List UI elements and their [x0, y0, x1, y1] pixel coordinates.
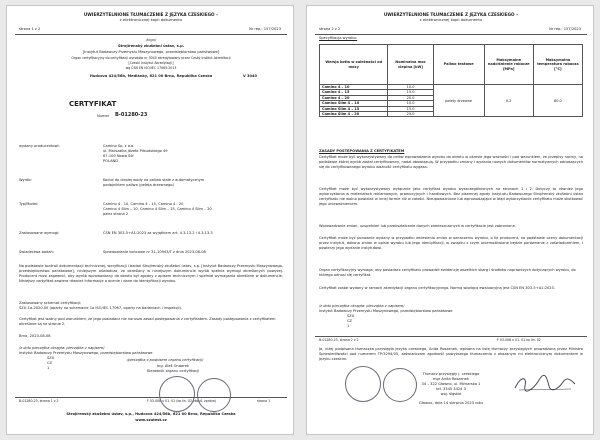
table-header-row	[320, 45, 583, 85]
accreditation-standard: wg ČSN EN ISO/IEC 17065:2013	[125, 66, 177, 70]
column-header: Maksymalne nadciśnienie robocze [MPa]	[484, 45, 533, 85]
column-header: Wersja kotła w zależności od mocy	[320, 45, 388, 85]
seal-number: 1	[47, 366, 50, 370]
translator-stamp-line-5: woj. śląskie	[440, 392, 462, 396]
signatory-name: Ing. Aleš Ondarek	[157, 364, 189, 368]
field-label: Świadectwa badań:	[19, 250, 55, 254]
field-label: Zastosowane wymogi:	[19, 231, 60, 235]
divider	[15, 34, 287, 35]
column-header: Maksymalna temperatura robocza [°C]	[533, 45, 582, 85]
field-value: Sprawozdanie końcowe nr 31-10943/T z dnia 2023-08-08	[103, 250, 206, 254]
field-label: wydany producentowi:	[19, 144, 60, 148]
table-cell-version: Camino Slim 4 – 15	[320, 106, 388, 111]
rules-paragraph-6: Certyfikat został wydany w ramach akredytacji organu certyfikacyjnego. Normą wiodącą ewaluacyjną jest ČSN EN 303-5+A1:2023.	[319, 286, 555, 290]
accreditation-code: V 3040	[243, 74, 258, 78]
rules-paragraph-5: Organ certyfikacyjny wymaga, aby posiadacz certyfikatu prowadził ewidencję wszelkich skarg i środków naprawczych dotyczących wyrobu, do którego odnosi się certyfikat.	[319, 268, 576, 277]
institute-name: Strojírenský zkušební ústav, s.p.	[117, 44, 185, 48]
field-value: patrz strona 2	[103, 212, 129, 216]
issue-date: Brno, 2023-08-08	[19, 334, 51, 338]
divider	[315, 34, 587, 35]
page-number: strona 1 z 2	[19, 27, 41, 31]
translator-stamp-line-4: tel. 3345 3424 3	[436, 387, 466, 391]
field-value: Camino 4 - 10, Camino 4 - 15, Camino 4 - 20	[103, 202, 184, 206]
accreditation-line: Organ certyfikacyjny do certyfikacji wyrobów nr 3040 akredytowany przez Český institut Akreditacji	[71, 56, 231, 60]
translation-date: Głowno, dnia 14 sierpnia 2023 roku	[419, 401, 483, 405]
footer-website: www.szutest.cz	[135, 418, 167, 422]
scheme-label: Zastosowany schemat certyfikacji:	[19, 301, 82, 305]
footer-divider	[315, 336, 587, 337]
institute-translation: [Instytut Badawczy Przemysłu Maszynowego, przedsiębiorstwo państwowe]	[82, 50, 220, 54]
seal-note: /z dołu pieczątka okrągła: pieczątka z napisem/	[19, 346, 105, 350]
table-cell-version: Camino Slim 4 – 10	[320, 101, 388, 106]
seal-country: CZ	[347, 319, 352, 323]
table-cell-version: Camino 4 – 20	[320, 95, 388, 100]
header-subtitle: z elektronicznej kopii dokumentu	[119, 17, 183, 22]
table-cell-power: 15.0	[388, 90, 433, 95]
table-cell-version: Camino 4 – 10	[320, 85, 388, 90]
column-header: Nominalna moc cieplna [kW]	[388, 45, 433, 85]
institute-address: Hudcova 424/56b, Medlánky, 621 00 Brno, Republika Czeska	[89, 74, 213, 78]
certificate-number-label: Numer	[97, 114, 110, 118]
table-cell-temperature: 80.0	[533, 85, 582, 117]
seal-code: SZÚ	[47, 356, 55, 360]
footer-form-code: F 03-008 v 01. 01 (ko lin. 02 zkouš. zpráva)	[147, 399, 217, 403]
rules-paragraph-3: Wprowadzanie zmian, uzupełnień lub przekształcanie danych zamieszczonych w certyfikacie jest zabronione.	[319, 224, 516, 228]
scheme-value: SZÚ-1a-2020.00 (oparty na schemacie 1a ISO/IEC 17067, oparty na badaniach i inspekcji).	[19, 306, 183, 310]
specification-rows	[320, 85, 583, 117]
repertory-number: Nr rep.: 157/2023	[249, 27, 281, 31]
footer-document-id: B-01280-23, strona 1 z 2	[19, 399, 59, 403]
rules-paragraph-4: Certyfikat może być ponownie wydany w przypadku wniesienia zmian w oznaczeniu wyrobu, o ile producent, na podstawie oceny dokumentacji przez instytut, dokona zmian w opisie wyrobu lub jego identyfikacji, w związku z czym uniemożliwione będzie porównanie z zaświadczeniem, i powierzy jego wydanie instytutowi.	[319, 236, 583, 250]
page-1	[6, 5, 294, 435]
seal-text: Instytut Badawczy Przemysłu Maszynowego, przedsiębiorstwo państwowe	[19, 351, 153, 355]
field-value: ČSN EN 303-5+A1:2023 za wyjątkiem art. 4.3.13.2 i 4.3.13.3	[103, 231, 213, 235]
seal-code: SZÚ	[347, 314, 355, 318]
signature-note: /pieczątka z podpisem organu certyfikacji/	[127, 358, 204, 362]
rules-paragraph-1: Certyfikat może być wykorzystywany do celów wprowadzania wyrobu do obrotu w okresie jego ważności i pod warunkiem, że przepisy normy, na podstawie której wyrób został certyfikowany, nadal obowiązują. W przypadku zmiany i wydania nowych dokumentów normatywnych odnoszących się do certyfikowanego wyrobu ważność certyfikatu wygasa.	[319, 155, 583, 169]
specification-table	[319, 44, 583, 117]
field-value: POLAND	[103, 159, 118, 163]
field-value: Camino 4 Slim – 10, Camino 4 Slim – 15, Camino 4 Slim – 20	[103, 207, 212, 211]
field-value: ul. Marszałka Józefa Piłsudskiego 49	[103, 149, 168, 153]
table-cell-pressure: 0.2	[484, 85, 533, 117]
translator-certification: Ja, niżej podpisana tłumaczka przysięgła języka czeskiego, Anita Roszenek, wpisana na listę tłumaczy przysięgłych prowadzoną przez Ministra Sprawiedliwości pod numerem TP/3294/05, zaświadczam zgodność powyższego tłumaczenia z okazanym mi elektronicznym dokumentem w języku czeskim.	[319, 347, 583, 361]
accreditation-translation: [Czeski Instytut Akredytacji]	[128, 61, 174, 65]
column-header: Paliwo testowe	[433, 45, 484, 85]
field-value: Camino Sp. z o.o.	[103, 144, 135, 148]
translator-signature	[513, 372, 577, 394]
logo-label: /logo/	[145, 38, 157, 42]
field-value: 67-100 Nowa Sól	[103, 154, 134, 158]
rules-title: ZASADY POSTĘPOWANIA Z CERTYFIKATEM	[319, 149, 405, 153]
table-cell-power: 10.0	[388, 85, 433, 90]
page-number: strona 2 z 2	[319, 27, 341, 31]
translator-round-stamp-right	[383, 368, 417, 402]
round-stamp-right	[197, 378, 231, 412]
rules-paragraph-2: Certyfikat może być wykorzystywany wyłącznie jako certyfikat wyrobu wyszczególnionych na stronach 1 i 2. Dotyczy to również jego wykorzystania w materiałach reklamowych, promocyjnych i handlowych. Bez pisemnej zgody Instytutu Badawczego Strojírenský zkušební ústav certyfikatu nie wolno powielać w innej formie niż w całości. Nieupoważnione lub wprowadzające w błąd wykorzystanie certyfikatu może skutkować jego unieważnieniem.	[319, 187, 583, 206]
field-value: Kocioł do ciepłej wody na paliwa stałe z automatycznym	[103, 178, 205, 182]
certificate-title: CERTYFIKAT	[69, 100, 117, 108]
repertory-number: Nr rep.: 157/2023	[549, 27, 581, 31]
certificate-number: B-01280-23	[115, 112, 148, 118]
translator-stamp-line-2: mgr Anita Roszenek	[433, 377, 469, 381]
translator-stamp-line-3: 34 – 322 Głowno, ul. Mirnarska 1	[421, 382, 481, 386]
translator-round-stamp-left	[345, 366, 381, 402]
seal-text: Instytut Badawczy Przemysłu Maszynowego, przedsiębiorstwo państwowe	[319, 309, 453, 313]
header-title: UWIERZYTELNIONE TŁUMACZENIE Z JĘZYKA CZESKIEGO –	[383, 12, 519, 17]
field-label: Wyrób:	[19, 178, 32, 182]
header-title: UWIERZYTELNIONE TŁUMACZENIE Z JĘZYKA CZESKIEGO –	[83, 12, 219, 17]
table-cell-power: 20.0	[388, 112, 433, 117]
table-cell-power: 20.0	[388, 95, 433, 100]
field-value: podajnikiem paliwa (peleta drzewnego)	[103, 183, 174, 187]
footer-divider	[15, 397, 287, 398]
page-2	[306, 5, 594, 435]
signatory-role: Kierownik organu certyfikacji	[147, 369, 200, 373]
round-stamp-left	[159, 376, 195, 412]
table-cell-version: Camino 4 – 15	[320, 90, 388, 95]
footer-institute: Strojírenský zkušební ústav, s.p., Hudcova 424/56b, 621 00 Brno, Republika Czeska	[66, 412, 236, 416]
footer-page: strona 1	[257, 399, 271, 403]
validity-paragraph: Certyfikat jest ważny pod warunkiem, że jego posiadacz nie narusza zasad postępowania z certyfikatem. Zasady postępowania z certyfikatem określone są na stronie 2.	[19, 317, 276, 326]
table-cell-power: 15.0	[388, 106, 433, 111]
seal-number: 1	[347, 324, 350, 328]
seal-country: CZ	[47, 361, 52, 365]
seal-note: /z dołu pieczątka okrągła: pieczątka z napisem/	[319, 304, 405, 308]
footer-form-code: F 03-008 v 01. 01 ko lin. 02	[497, 338, 541, 342]
header-subtitle: z elektronicznej kopii dokumentu	[419, 17, 483, 22]
table-cell-fuel: pelety drzewne	[433, 85, 484, 117]
translator-stamp-line-1: Tłumacz przysięgły j. czeskiego	[422, 372, 480, 376]
table-cell-power: 10.0	[388, 101, 433, 106]
assessment-paragraph: Na podstawie kontroli dokumentacji technicznej, weryfikacji i badań Strojírenský zkušební ústav, s.p. [Instytut Badawczy Przemysłu Maszynowego, przedsiębiorstwo państwowe], niniejszym oświadcza, że określony w niniejszym dokumencie wyrób spełnia wymogi określonych powyżej. Producent musi zapewnić, aby wyrób wprowadzany do obrotu był zgodny z opisem technicznym i spełniał wymagania określone w dokumencie. Niniejszy certyfikat zawiera również informacje o ocenie i dane do identyfikacji wyrobu.	[19, 264, 283, 283]
footer-document-id: B-01280-23, strona 2 z 2	[319, 338, 359, 342]
table-cell-version: Camino Slim 4 – 20	[320, 112, 388, 117]
spec-label: Specyfikacja wyrobu:	[319, 36, 358, 40]
field-label: Typ/Model:	[19, 202, 39, 206]
